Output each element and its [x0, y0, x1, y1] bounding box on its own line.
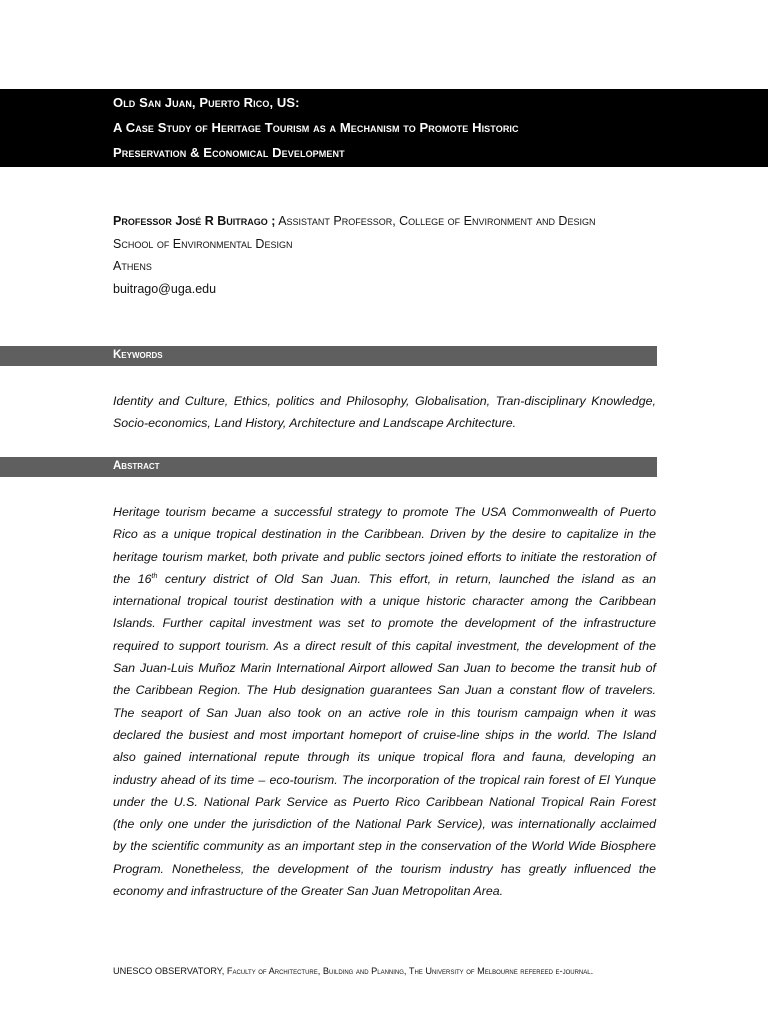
abstract-text: [113, 501, 656, 902]
author-line: [113, 214, 595, 228]
abstract-line: by the scientific community as an important step in the conservation of the World Wide Biosphere: [113, 839, 656, 854]
keywords-heading: Keywords: [113, 349, 163, 361]
author-school: School of Environmental Design: [113, 237, 293, 251]
abstract-line: under the U.S. National Park Service as Puerto Rico Caribbean National Tropical Rain Forest: [113, 794, 656, 809]
keywords-section-bar: [0, 346, 657, 366]
abstract-line-part: century district of Old San Juan. This effort, in return, launched the island as an: [157, 571, 656, 586]
abstract-line: declared the busiest and most important homeport of cruise-line ships in the world. The Island: [113, 727, 656, 742]
abstract-line: (the only one under the jurisdiction of the National Park Service), was internationally acclaimed: [113, 817, 656, 832]
abstract-line: Program. Nonetheless, the development of the tourism industry has greatly influenced the: [113, 861, 656, 876]
abstract-line: [113, 568, 656, 590]
footer-journal: Faculty of Architecture, Building and Planning, The University of Melbourne refereed e-journal.: [224, 966, 594, 976]
abstract-line: Heritage tourism became a successful strategy to promote The USA Commonwealth of Puerto: [113, 505, 656, 519]
abstract-line: required to support tourism. As a direct result of this capital investment, the development of the: [113, 638, 656, 653]
author-name: Professor José R Buitrago ;: [113, 214, 276, 228]
footer-org: UNESCO OBSERVATORY,: [113, 966, 225, 976]
abstract-heading: Abstract: [113, 460, 160, 472]
abstract-line: San Juan-Luis Muñoz Marin International Airport allowed San Juan to become the transit hub of: [113, 661, 656, 676]
abstract-line: The seaport of San Juan also took on an active role in this tourism campaign when it was: [113, 705, 656, 720]
paper-title-line-3: Preservation & Economical Development: [113, 145, 345, 160]
title-band: [0, 89, 768, 167]
paper-title-line-1: Old San Juan, Puerto Rico, US:: [113, 95, 300, 110]
keywords-line-1: Identity and Culture, Ethics, politics and Philosophy, Globalisation, Tran-disciplinary Knowledge,: [113, 394, 656, 408]
abstract-line: international tropical tourist destination with a unique historic character among the Caribbean: [113, 594, 656, 609]
abstract-line: also gained international repute through its unique tropical flora and fauna, developing an: [113, 750, 656, 765]
abstract-line: industry ahead of its time – eco-tourism. The incorporation of the tropical rain forest of El Yunque: [113, 772, 656, 787]
keywords-text: [113, 390, 656, 435]
abstract-line: the Caribbean Region. The Hub designation guarantees San Juan a constant flow of travelers.: [113, 683, 656, 698]
abstract-line: Rico as a unique tropical destination in the Caribbean. Driven by the desire to capitalize in the: [113, 527, 656, 542]
keywords-line-2: Socio-economics, Land History, Architecture and Landscape Architecture.: [113, 416, 517, 431]
abstract-line: economy and infrastructure of the Greater San Juan Metropolitan Area.: [113, 884, 504, 899]
superscript-th: th: [151, 572, 158, 580]
abstract-line: Islands. Further capital investment was set to promote the development of the infrastructure: [113, 616, 656, 631]
abstract-line: heritage tourism market, both private and public sectors joined efforts to initiate the restoration of: [113, 549, 656, 564]
abstract-section-bar: [0, 457, 657, 477]
abstract-line-part: the 16: [113, 571, 152, 586]
author-position: Assistant Professor, College of Environment and Design: [275, 214, 596, 228]
author-city: Athens: [113, 259, 152, 273]
page-footer: [113, 966, 593, 976]
paper-title-line-2: A Case Study of Heritage Tourism as a Mechanism to Promote Historic: [113, 120, 519, 135]
author-email[interactable]: buitrago@uga.edu: [113, 282, 217, 296]
